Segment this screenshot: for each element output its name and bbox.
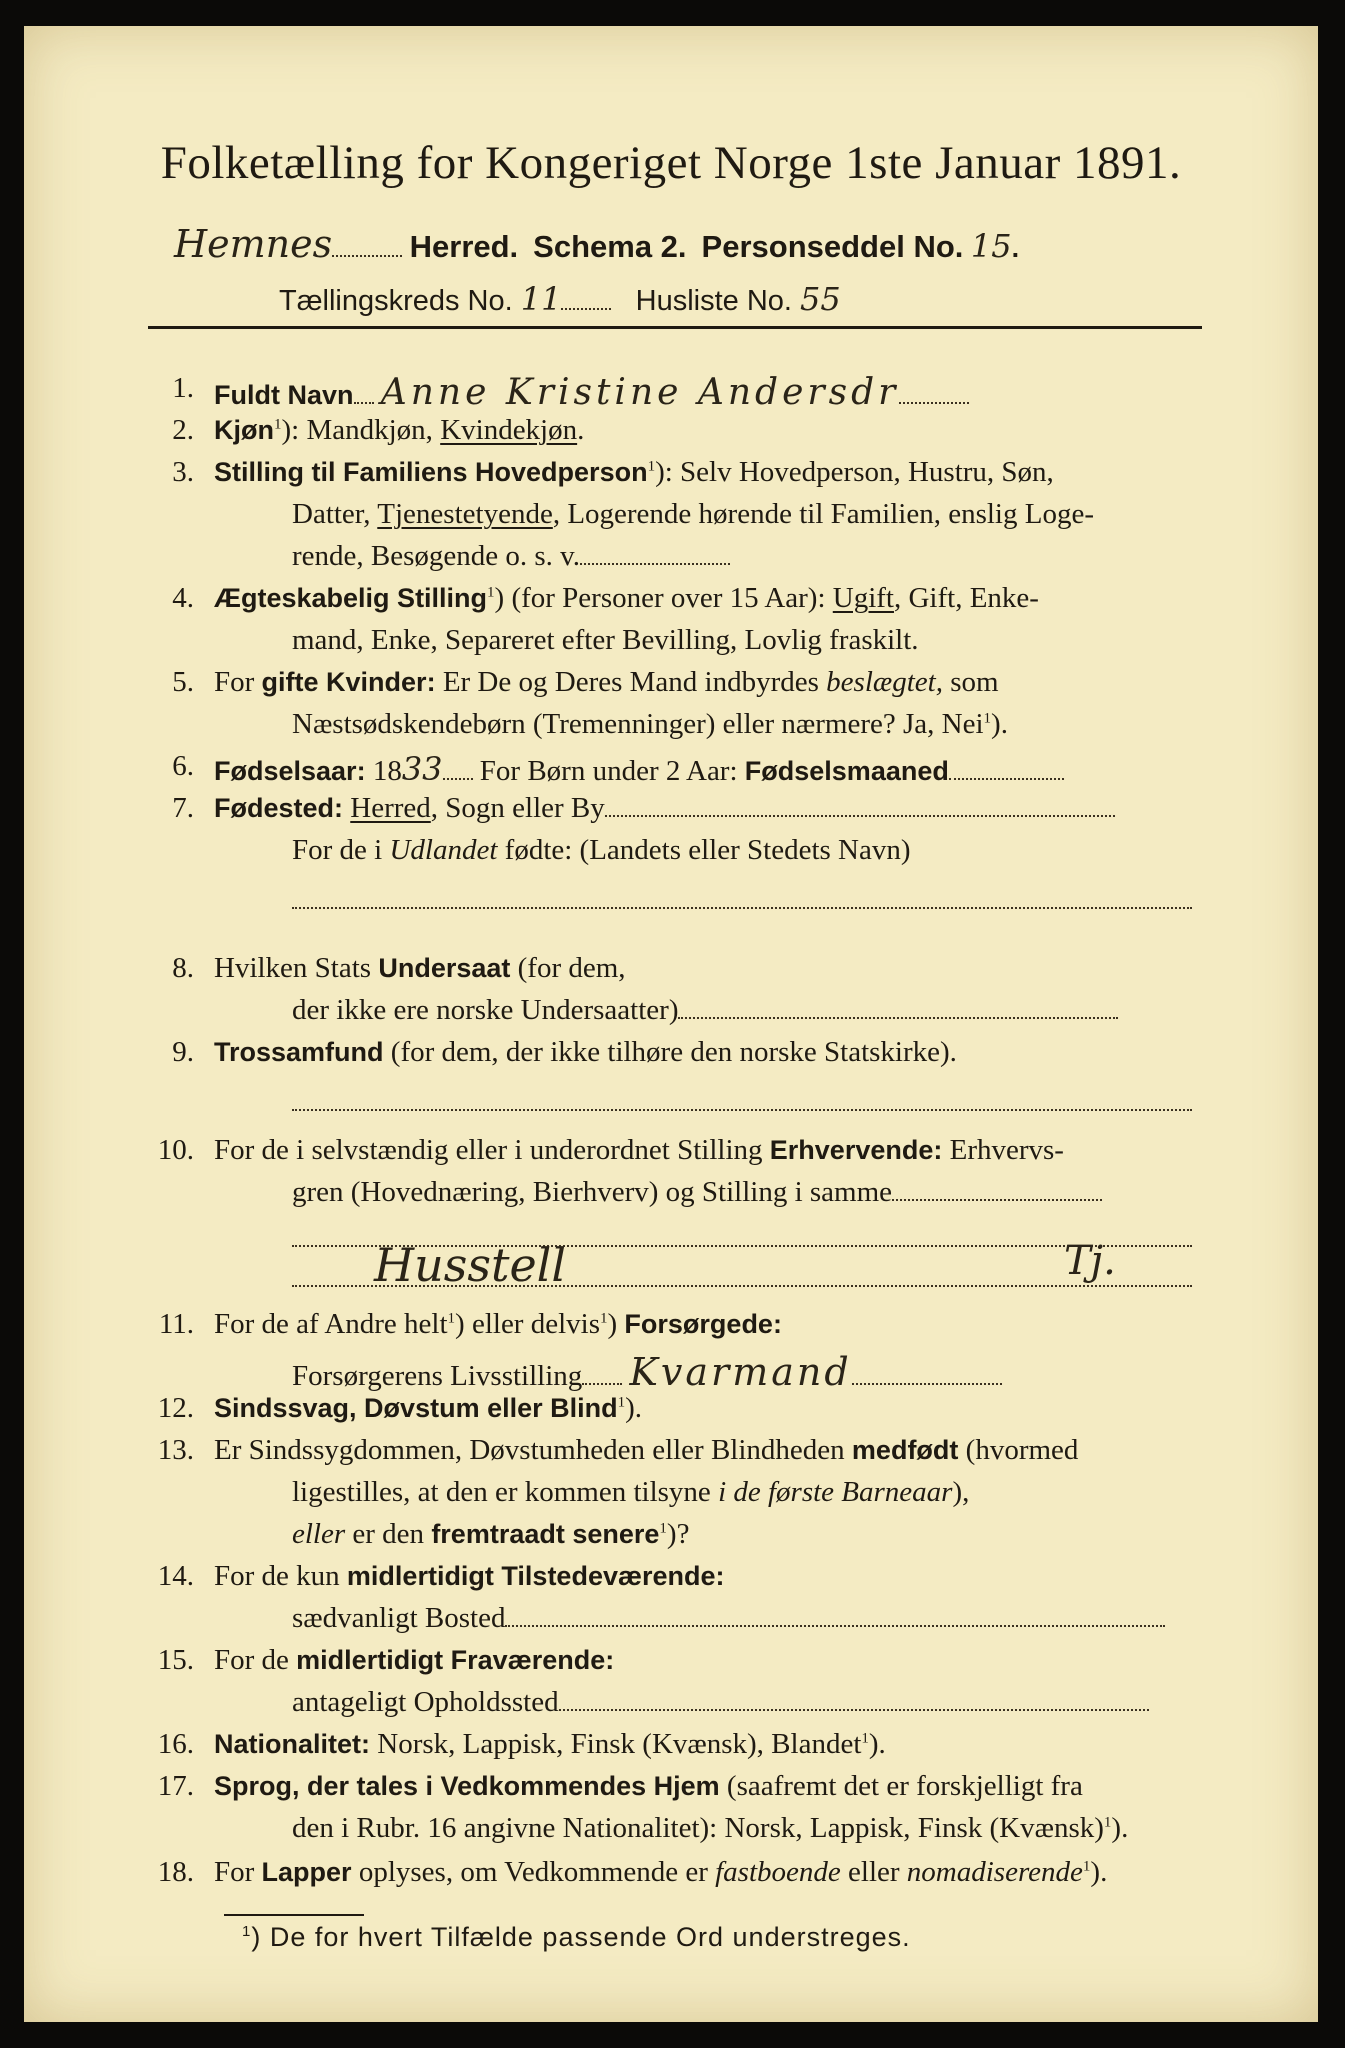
- header-divider: [148, 326, 1202, 329]
- item-number-18: 18.: [157, 1856, 194, 1888]
- item-16: Nationalitet: Norsk, Lappisk, Finsk (Kvænsk), Blandet$^1$).: [214, 1728, 886, 1760]
- census-form: [24, 26, 1318, 2022]
- personseddel-value: 15: [970, 227, 1012, 265]
- item-number-4: 4.: [172, 582, 194, 614]
- item-number-6: 6.: [172, 750, 194, 782]
- item-3-line2: Datter, Tjenestetyende, Logerende hørende til Familien, enslig Loge-: [292, 498, 1094, 530]
- item-14-line1: For de kun midlertidigt Tilstedeværende:: [214, 1560, 725, 1592]
- item-15-line1: For de midlertidigt Fraværende:: [214, 1644, 615, 1676]
- item-15-line2: antageligt Opholdssted: [292, 1686, 1149, 1719]
- birthplace-selected: Herred: [350, 792, 431, 824]
- item-1: [214, 372, 969, 413]
- item-number-14: 14.: [157, 1560, 194, 1592]
- item-4-line1: Ægteskabelig Stilling$^1$) (for Personer over 15 Aar): Ugift, Gift, Enke-: [214, 582, 1039, 614]
- provider-occupation-value: Kvarmand: [629, 1350, 852, 1394]
- item-3-line1: Stilling til Familiens Hovedperson$^1$): Selv Hovedperson, Hustru, Søn,: [214, 456, 1054, 488]
- item-7-blank-line: [292, 884, 1192, 917]
- item-number-8: 8.: [172, 952, 194, 984]
- item-number-7: 7.: [172, 792, 194, 824]
- item-3-line3: rende, Besøgende o. s. v.: [292, 540, 730, 573]
- item-8-line2: der ikke ere norske Undersaatter): [292, 994, 1118, 1027]
- footnote: $^1$) De for hvert Tilfælde passende Ord understreges.: [242, 1922, 911, 1952]
- herred-label: Herred.: [409, 229, 519, 264]
- occupation-status-value: Tj.: [1064, 1238, 1116, 1284]
- item-number-9: 9.: [172, 1036, 194, 1068]
- header-herred-line: Hemnes Herred. Schema 2. Personseddel No. 15.: [174, 222, 1020, 266]
- kreds-label: Tællingskreds No.: [279, 285, 513, 317]
- item-13-line2: ligestilles, at den er kommen tilsyne i de første Barneaar),: [292, 1476, 970, 1508]
- item-number-3: 3.: [172, 456, 194, 488]
- item-10-line2: gren (Hovednæring, Bierhverv) og Stilling i samme: [292, 1176, 1102, 1209]
- item-number-5: 5.: [172, 666, 194, 698]
- item-number-16: 16.: [157, 1728, 194, 1760]
- item-number-12: 12.: [157, 1392, 194, 1424]
- item-5-line1: For gifte Kvinder: Er De og Deres Mand indbyrdes beslægtet, som: [214, 666, 999, 698]
- full-name-label: Fuldt Navn: [214, 380, 354, 410]
- husliste-label: Husliste No.: [635, 285, 792, 317]
- item-number-10: 10.: [157, 1134, 194, 1166]
- occupation-value: Husstell: [374, 1238, 567, 1292]
- item-14-line2: sædvanligt Bosted: [292, 1602, 1165, 1635]
- birth-year-value: 33: [401, 750, 443, 788]
- item-8-line1: Hvilken Stats Undersaat (for dem,: [214, 952, 626, 984]
- item-13-line1: Er Sindssygdommen, Døvstumheden eller Blindheden medfødt (hvormed: [214, 1434, 1079, 1466]
- item-number-15: 15.: [157, 1644, 194, 1676]
- item-7-line2: For de i Udlandet fødte: (Landets eller Stedets Navn): [292, 834, 911, 866]
- full-name-value: Anne Kristine Andersdr: [380, 372, 900, 413]
- item-9: Trossamfund (for dem, der ikke tilhøre den norske Statskirke).: [214, 1036, 957, 1068]
- item-10-line1: For de i selvstændig eller i underordnet Stilling Erhvervende: Erhvervs-: [214, 1134, 1064, 1166]
- item-number-11: 11.: [158, 1308, 194, 1340]
- item-9-blank-line: [292, 1086, 1192, 1119]
- item-number-17: 17.: [157, 1770, 194, 1802]
- item-17-line2: den i Rubr. 16 angivne Nationalitet): Norsk, Lappisk, Finsk (Kvænsk)$^1$).: [292, 1812, 1129, 1844]
- item-number-2: 2.: [172, 414, 194, 446]
- item-2: Kjøn$^1$): Mandkjøn, Kvindekjøn.: [214, 414, 585, 446]
- personseddel-label: Personseddel No.: [701, 229, 964, 264]
- position-selected: Tjenestetyende: [377, 498, 553, 530]
- herred-value: Hemnes: [174, 222, 333, 266]
- gender-selected: Kvindekjøn: [440, 414, 578, 446]
- item-number-1: 1.: [172, 372, 194, 404]
- item-11-line1: For de af Andre helt$^1$) eller delvis$^1$) Forsørgede:: [214, 1308, 782, 1340]
- gender-label: Kjøn: [214, 415, 274, 445]
- husliste-value: 55: [800, 280, 841, 318]
- item-7-line1: Fødested: Herred, Sogn eller By: [214, 792, 1115, 825]
- item-12: Sindssvag, Døvstum eller Blind$^1$).: [214, 1392, 643, 1424]
- item-5-line2: Næstsødskendebørn (Tremenninger) eller nærmere? Ja, Nei$^1$).: [292, 708, 1008, 740]
- schema-label: Schema 2.: [533, 229, 687, 264]
- item-13-line3: eller er den fremtraadt senere$^1$)?: [292, 1518, 690, 1550]
- kreds-value: 11: [520, 280, 562, 318]
- form-title: Folketælling for Kongeriget Norge 1ste Januar 1891.: [160, 137, 1182, 189]
- item-18: For Lapper oplyses, om Vedkommende er fastboende eller nomadiserende$^1$).: [214, 1856, 1108, 1888]
- item-number-13: 13.: [157, 1434, 194, 1466]
- item-17-line1: Sprog, der tales i Vedkommendes Hjem (saafremt det er forskjelligt fra: [214, 1770, 1083, 1802]
- marital-selected: Ugift: [832, 582, 894, 614]
- footnote-divider: [224, 1914, 364, 1916]
- item-10-answer-line: [292, 1262, 1192, 1295]
- header-kreds-line: [279, 280, 841, 318]
- item-6: Fødselsaar: 1833 For Børn under 2 Aar: Fødselsmaaned: [214, 750, 1064, 788]
- item-4-line2: mand, Enke, Separeret efter Bevilling, Lovlig fraskilt.: [292, 624, 919, 656]
- item-11-line2: Forsørgerens Livsstilling Kvarmand: [292, 1350, 1002, 1394]
